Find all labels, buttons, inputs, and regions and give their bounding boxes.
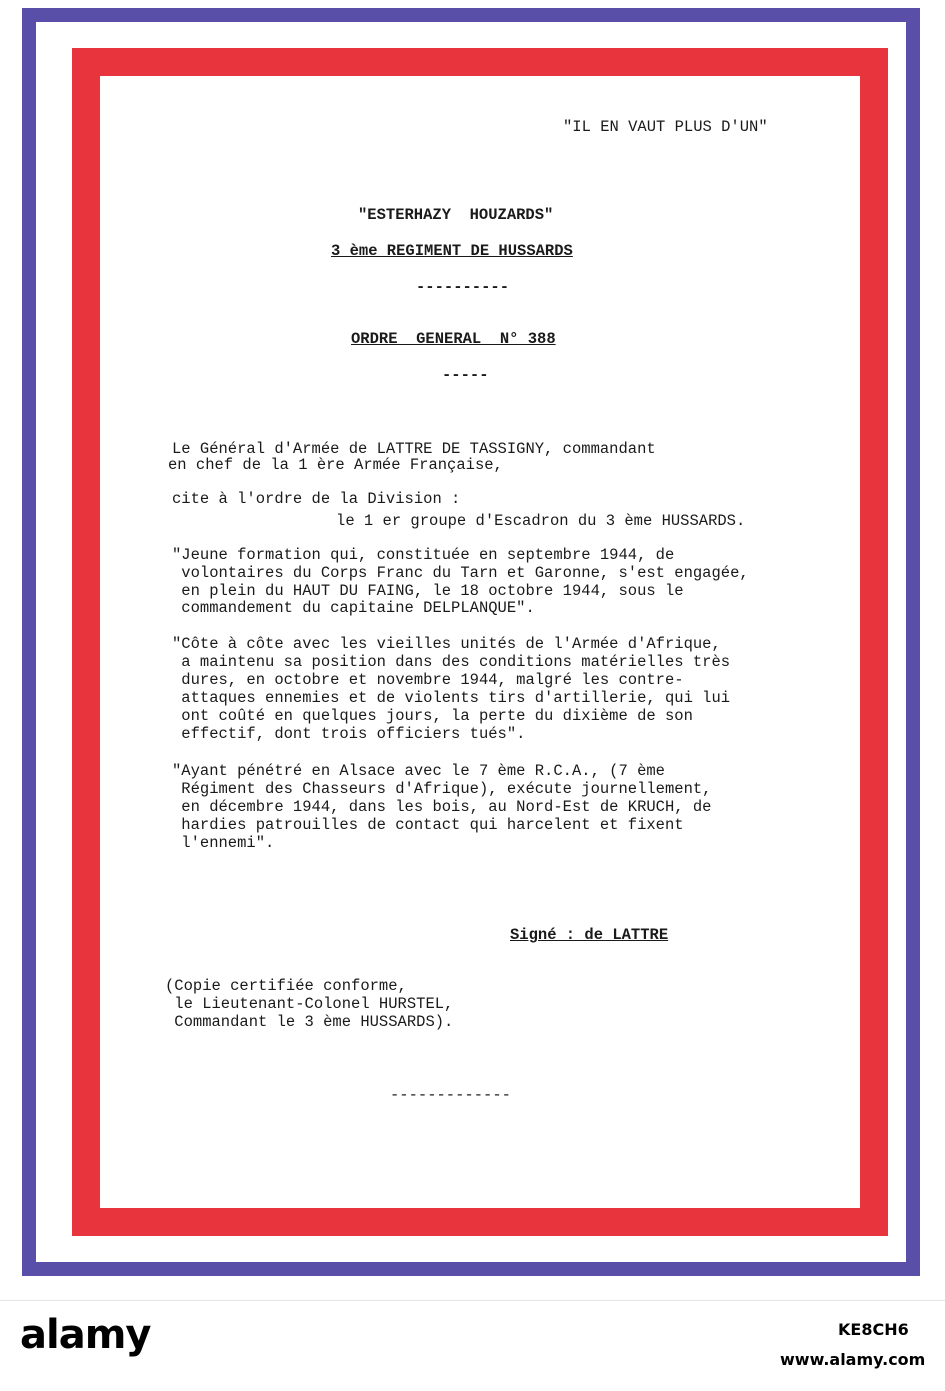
paragraph-line: ont coûté en quelques jours, la perte du dixième de son: [172, 707, 693, 725]
cite-line: le 1 er groupe d'Escadron du 3 ème HUSSARDS.: [243, 512, 746, 530]
paragraph-line: "Ayant pénétré en Alsace avec le 7 ème R.C.A., (7 ème: [172, 762, 665, 780]
alamy-logo: alamy: [20, 1312, 151, 1358]
paragraph-line: dures, en octobre et novembre 1944, malgré les contre-: [172, 671, 684, 689]
paragraph-line: Régiment des Chasseurs d'Afrique), exécute journellement,: [172, 780, 712, 798]
certification-line: Commandant le 3 ème HUSSARDS).: [165, 1013, 454, 1031]
certification-line: le Lieutenant-Colonel HURSTEL,: [165, 995, 454, 1013]
paragraph-line: attaques ennemies et de violents tirs d'artillerie, qui lui: [172, 689, 731, 707]
paragraph-line: en décembre 1944, dans les bois, au Nord-Est de KRUCH, de: [172, 798, 712, 816]
paragraph-line: a maintenu sa position dans des conditions matérielles très: [172, 653, 731, 671]
separator-rule: -----: [442, 366, 489, 384]
motto: "IL EN VAUT PLUS D'UN": [563, 118, 768, 136]
paragraph-line: "Jeune formation qui, constituée en septembre 1944, de: [172, 546, 675, 564]
paragraph-line: effectif, dont trois officiers tués".: [172, 725, 526, 743]
regiment-nickname: "ESTERHAZY HOUZARDS": [358, 206, 554, 224]
order-title: ORDRE GENERAL N° 388: [351, 330, 556, 348]
image-id: KE8CH6: [838, 1320, 909, 1339]
regiment-name: 3 ème REGIMENT DE HUSSARDS: [331, 242, 573, 260]
site-url: www.alamy.com: [780, 1350, 926, 1369]
closing-rule: -------------: [390, 1086, 511, 1104]
paragraph-line: l'ennemi".: [172, 834, 275, 852]
certification-line: (Copie certifiée conforme,: [165, 977, 407, 995]
paragraph-line: volontaires du Corps Franc du Tarn et Garonne, s'est engagée,: [172, 564, 749, 582]
intro-line: Le Général d'Armée de LATTRE DE TASSIGNY, commandant: [172, 440, 656, 458]
intro-line: en chef de la 1 ère Armée Française,: [168, 456, 503, 474]
paragraph-line: en plein du HAUT DU FAING, le 18 octobre 1944, sous le: [172, 582, 684, 600]
paragraph-line: "Côte à côte avec les vieilles unités de l'Armée d'Afrique,: [172, 635, 721, 653]
cite-line: cite à l'ordre de la Division :: [172, 490, 461, 508]
paragraph-line: commandement du capitaine DELPLANQUE".: [172, 599, 535, 617]
separator-rule: ----------: [416, 278, 510, 296]
paragraph-line: hardies patrouilles de contact qui harcelent et fixent: [172, 816, 684, 834]
signature: Signé : de LATTRE: [510, 926, 669, 944]
